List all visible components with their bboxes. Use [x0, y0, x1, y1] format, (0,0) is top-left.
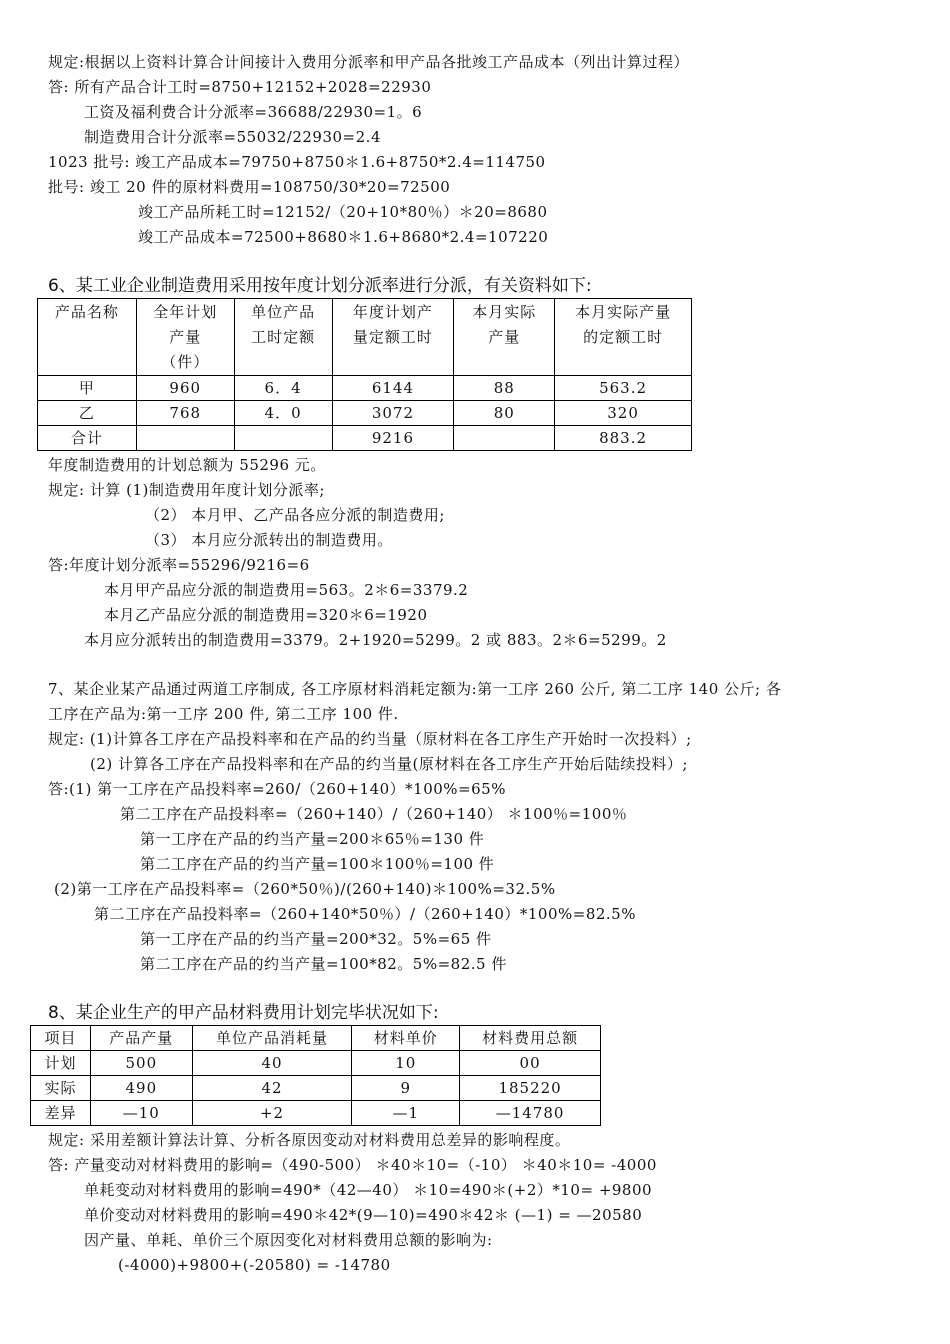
header-cell: 单位产品消耗量 — [192, 1026, 352, 1051]
question-6-heading: 6、某工业企业制造费用采用按年度计划分派率进行分派，有关资料如下: — [48, 276, 592, 296]
table-cell — [454, 426, 555, 451]
header-cell: 本月实际产量 的定额工时 — [555, 299, 692, 376]
answer-line: 答: 产量变动对材料费用的影响=（490-500） ＊40＊10=（-10） ＊40＊10= -4000 — [48, 1156, 657, 1174]
table-cell: 320 — [555, 401, 692, 426]
requirement-line: 规定: 采用差额计算法计算、分析各原因变动对材料费用总差异的影响程度。 — [48, 1131, 571, 1149]
table-cell: 9216 — [332, 426, 454, 451]
header-cell: 全年计划 产量 （件） — [136, 299, 234, 376]
answer-line: 制造费用合计分派率=55032/22930=2.4 — [84, 128, 381, 146]
answer-line: (2)第一工序在产品投料率=（260*50％)/(260+140)＊100%=32.5% — [54, 880, 556, 898]
answer-line: 本月应分派转出的制造费用=3379。2+1920=5299。2 或 883。2＊6=5299。2 — [84, 631, 667, 649]
table-cell: 490 — [90, 1076, 192, 1101]
answer-line: 1023 批号: 竣工产品成本=79750+8750＊1.6+8750*2.4=114750 — [48, 153, 546, 171]
table-cell: 6．4 — [234, 376, 332, 401]
table-cell: 883.2 — [555, 426, 692, 451]
answer-line: 第一工序在产品的约当产量=200*32。5%=65 件 — [140, 930, 492, 948]
table-cell: 乙 — [38, 401, 137, 426]
requirement-line: 规定:根据以上资料计算合计间接计入费用分派率和甲产品各批竣工产品成本（列出计算过程） — [48, 53, 690, 71]
table-cell: —1 — [352, 1101, 460, 1126]
answer-line: 第一工序在产品的约当产量=200＊65％=130 件 — [140, 830, 485, 848]
answer-line: 答:年度计划分派率=55296/9216=6 — [48, 556, 310, 574]
table-cell: 3072 — [332, 401, 454, 426]
table-row — [38, 376, 692, 401]
header-cell: 产品产量 — [90, 1026, 192, 1051]
table-row — [31, 1051, 601, 1076]
answer-line: 竣工产品所耗工时=12152/（20+10*80％）＊20=8680 — [138, 203, 548, 221]
header-cell: 材料单价 — [352, 1026, 460, 1051]
question-8-heading: 8、某企业生产的甲产品材料费用计划完毕状况如下: — [48, 1003, 439, 1023]
answer-line: 工资及福利费合计分派率=36688/22930=1。6 — [84, 103, 423, 121]
text-line: 年度制造费用的计划总额为 55296 元。 — [48, 456, 326, 474]
header-cell: 产品名称 — [38, 299, 137, 376]
table-cell: 563.2 — [555, 376, 692, 401]
table-cell: 甲 — [38, 376, 137, 401]
answer-line: 竣工产品成本=72500+8680＊1.6+8680*2.4=107220 — [138, 228, 549, 246]
table-cell: 9 — [352, 1076, 460, 1101]
answer-line: 第二工序在产品的约当产量=100*82。5%=82.5 件 — [140, 955, 507, 973]
table-row — [31, 1076, 601, 1101]
table-header-row — [38, 299, 692, 376]
table-cell: 185220 — [460, 1076, 601, 1101]
header-cell: 本月实际 产量 — [454, 299, 555, 376]
requirement-line: 规定: 计算 (1)制造费用年度计划分派率; — [48, 481, 325, 499]
q6-table — [37, 298, 692, 451]
answer-line: (-4000)+9800+(-20580) = -14780 — [118, 1256, 391, 1274]
table-cell: 计划 — [31, 1051, 91, 1076]
answer-line: 批号: 竣工 20 件的原材料费用=108750/30*20=72500 — [48, 178, 451, 196]
table-cell: 500 — [90, 1051, 192, 1076]
table-cell: 10 — [352, 1051, 460, 1076]
table-cell: 实际 — [31, 1076, 91, 1101]
header-cell: 年度计划产 量定额工时 — [332, 299, 454, 376]
answer-line: 单耗变动对材料费用的影响=490*（42—40） ＊10=490＊(+2）*10= +9800 — [84, 1181, 653, 1199]
question-7-text: 工序在产品为:第一工序 200 件, 第二工序 100 件. — [48, 705, 399, 723]
answer-line: 答:(1) 第一工序在产品投料率=260/（260+140）*100%=65% — [48, 780, 506, 798]
requirement-line: （3） 本月应分派转出的制造费用。 — [145, 531, 393, 549]
table-cell — [234, 426, 332, 451]
requirement-line: 规定: (1)计算各工序在产品投料率和在产品的约当量（原材料在各工序生产开始时一次投料）; — [48, 730, 692, 748]
question-7-text: 7、某企业某产品通过两道工序制成, 各工序原材料消耗定额为:第一工序 260 公斤, 第二工序 140 公斤; 各 — [48, 680, 782, 698]
header-cell: 材料费用总额 — [460, 1026, 601, 1051]
table-cell: 768 — [136, 401, 234, 426]
answer-line: 因产量、单耗、单价三个原因变化对材料费用总额的影响为: — [84, 1231, 493, 1249]
table-cell: 6144 — [332, 376, 454, 401]
table-cell: +2 — [192, 1101, 352, 1126]
answer-line: 第二工序在产品投料率=（260+140*50％）/（260+140）*100%=82.5% — [94, 905, 636, 923]
answer-line: 本月甲产品应分派的制造费用=563。2＊6=3379.2 — [104, 581, 469, 599]
requirement-line: （2） 本月甲、乙产品各应分派的制造费用; — [145, 506, 445, 524]
table-cell: 差异 — [31, 1101, 91, 1126]
table-cell: 42 — [192, 1076, 352, 1101]
table-row — [38, 401, 692, 426]
table-row — [38, 426, 692, 451]
table-cell: 40 — [192, 1051, 352, 1076]
answer-line: 第二工序在产品投料率=（260+140）/（260+140） ＊100％=100％ — [120, 805, 628, 823]
table-cell: —14780 — [460, 1101, 601, 1126]
answer-line: 第二工序在产品的约当产量=100＊100％=100 件 — [140, 855, 495, 873]
table-cell: —10 — [90, 1101, 192, 1126]
requirement-line: (2) 计算各工序在产品投料率和在产品的约当量(原材料在各工序生产开始后陆续投料）; — [90, 755, 688, 773]
q8-table — [30, 1025, 601, 1126]
table-cell: 合计 — [38, 426, 137, 451]
table-cell: 80 — [454, 401, 555, 426]
table-row — [31, 1101, 601, 1126]
table-header-row — [31, 1026, 601, 1051]
answer-line: 本月乙产品应分派的制造费用=320＊6=1920 — [104, 606, 428, 624]
header-cell: 单位产品 工时定额 — [234, 299, 332, 376]
answer-line: 单价变动对材料费用的影响=490＊42*(9—10)=490＊42＊ (—1) = —20580 — [84, 1206, 643, 1224]
table-cell: 88 — [454, 376, 555, 401]
table-cell: 00 — [460, 1051, 601, 1076]
table-cell — [136, 426, 234, 451]
table-cell: 4．0 — [234, 401, 332, 426]
header-cell: 项目 — [31, 1026, 91, 1051]
table-cell: 960 — [136, 376, 234, 401]
answer-line: 答: 所有产品合计工时=8750+12152+2028=22930 — [48, 78, 432, 96]
